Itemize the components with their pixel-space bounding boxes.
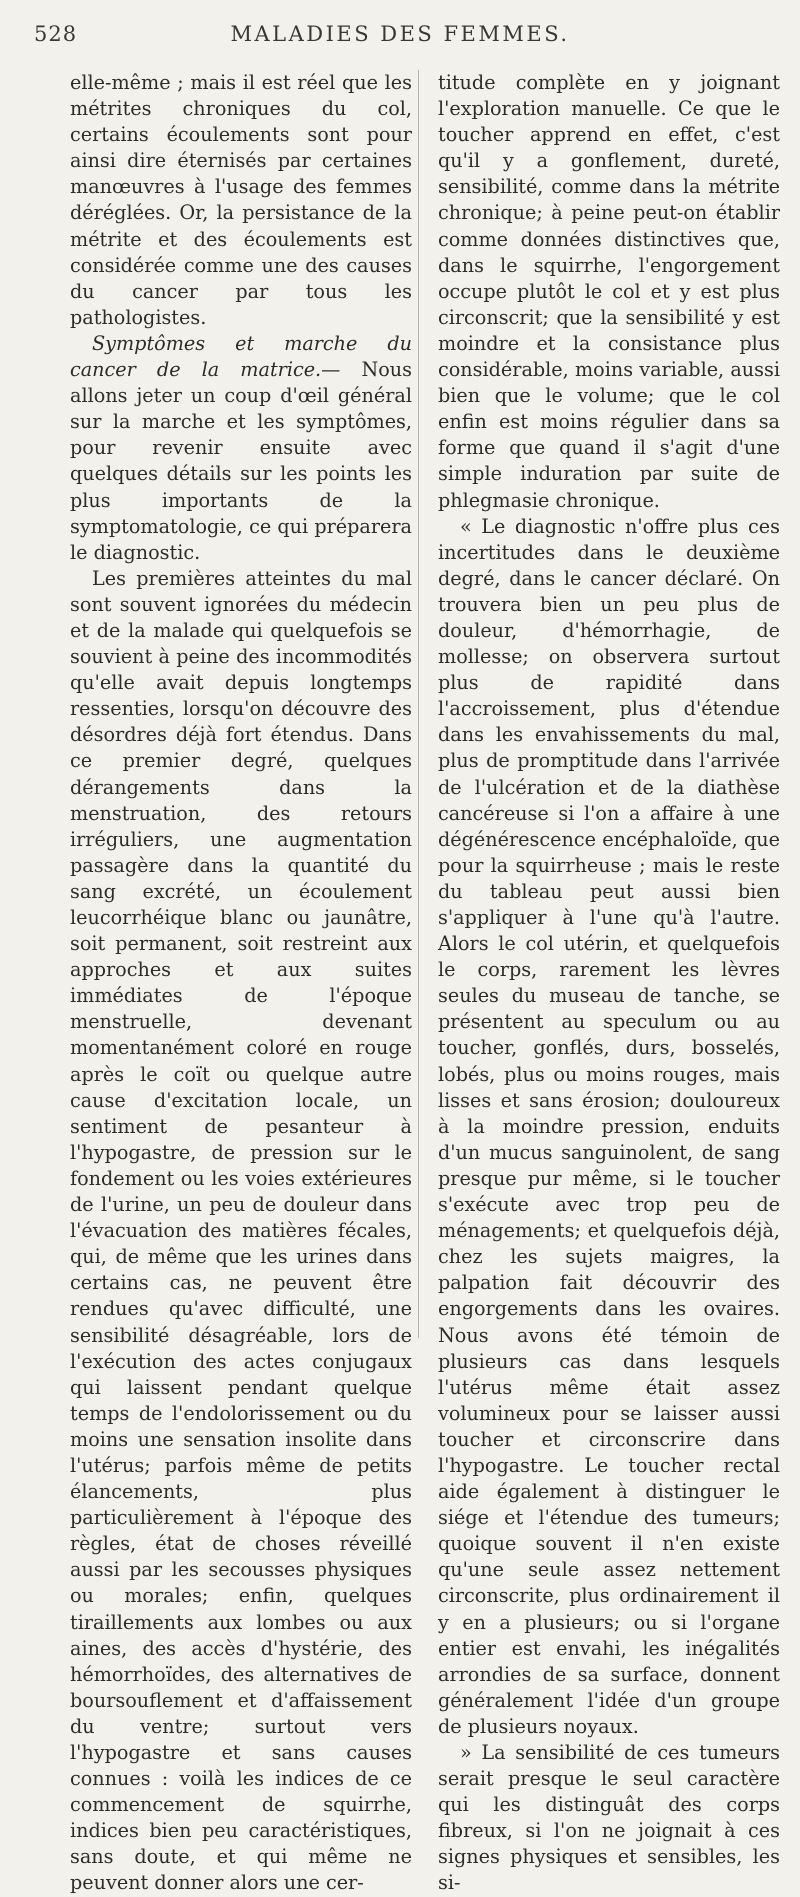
running-title: MALADIES DES FEMMES. xyxy=(230,22,570,46)
section-paragraph xyxy=(70,331,412,566)
paragraph: elle-même ; mais il est réel que les métrites chroniques du col, certains écoulements sont pour ainsi dire éternisés par certaines manœuvres à l'usage des femmes déréglées. Or, la persistance de la métrite et des écoulements est considérée comme une des causes du cancer par tous les pathologistes. xyxy=(70,71,412,329)
paragraph: Les premières atteintes du mal sont souvent ignorées du médecin et de la malade qui quelquefois se souvient à peine des incommodités qu'elle avait depuis longtemps ressenties, lorsqu'on découvre des désordres déjà fort étendus. Dans ce premier degré, quelques dérangements dans la menstruation, des retours irréguliers, une augmentation passagère dans la quantité du sang excrété, un écoulement leucorrhéique blanc ou jaunâtre, soit permanent, soit restreint aux approches et aux suites immédiates de l'époque menstruelle, devenant momentanément coloré en rouge après le coït ou quelque autre cause d'excitation locale, un sentiment de pesanteur à l'hypogastre, de pression sur le fondement ou les voies extérieures de l'urine, un peu de douleur dans l'évacuation des matières fécales, qui, de même que les urines dans certains cas, ne peuvent être rendues qu'avec difficulté, une sensibilité désagréable, lors de l'exécution des actes conjugaux qui laissent pendant quelque temps de l'endolorissement ou du moins une sensation insolite dans l'utérus; parfois même de petits élancements, plus particulièrement à l'époque des règles, état de choses réveillé aussi par les secousses physiques ou morales; enfin, quelques tiraillements aux lombes ou aux aines, des accès d'hystérie, des hémorrhoïdes, des alternatives de boursouflement et d'affaissement du ventre; surtout vers l'hypogastre et sans causes connues : voilà les indices de ce commencement de squirrhe, indices bien peu caractéristiques, sans doute, et qui même ne peuvent donner alors une cer- xyxy=(70,566,412,1895)
left-column xyxy=(70,70,412,1897)
column-divider xyxy=(418,70,419,1338)
section-text: — Nous allons jeter un coup d'œil général sur la marche et les symptômes, pour revenir ensuite avec quelques détails sur les points les plus importants de la symptomatologie, ce qui préparera le diagnostic. xyxy=(70,358,412,564)
page-number: 528 xyxy=(34,22,78,46)
page-header xyxy=(28,22,772,52)
section-heading: Symptômes et marche du cancer de la matrice. xyxy=(70,331,412,382)
right-column xyxy=(438,70,780,1897)
quoted-paragraph: » La sensibilité de ces tumeurs serait presque le seul caractère qui les distinguât des corps fibreux, si l'on ne joignait à ces signes physiques et sensibles, les si- xyxy=(438,1741,780,1895)
quoted-paragraph: « Le diagnostic n'offre plus ces incertitudes dans le deuxième degré, dans le cancer déclaré. On trouvera bien un peu plus de douleur, d'hémorrhagie, de mollesse; on observera surtout plus de rapidité dans l'accroissement, plus d'étendue dans les envahissements du mal, plus de promptitude dans l'arrivée de l'ulcération et de la diathèse cancéreuse si l'on a affaire à une dégénérescence encéphaloïde, que pour la squirrheuse ; mais le reste du tableau peut aussi bien s'appliquer à l'une qu'à l'autre. Alors le col utérin, et quelquefois le corps, rarement les lèvres seules du museau de tanche, se présentent au speculum ou au toucher, gonflés, durs, bosselés, lobés, plus ou moins rouges, mais lisses et sans érosion; douloureux à la moindre pression, enduits d'un mucus sanguinolent, de sang presque pur même, si le toucher s'exécute avec trop peu de ménagements; et quelquefois déjà, chez les sujets maigres, la palpation fait découvrir des engorgements dans les ovaires. Nous avons été témoin de plusieurs cas dans lesquels l'utérus même était assez volumineux pour se laisser aussi toucher et circonscrire dans l'hypogastre. Le toucher rectal aide également à distinguer le siége et l'étendue des tumeurs; quoique souvent il n'en existe qu'une seule assez nettement circonscrite, plus ordinairement il y en a plusieurs; ou si l'organe entier est envahi, les inégalités arrondies de sa surface, donnent généralement l'idée d'un groupe de plusieurs noyaux. xyxy=(438,514,780,1738)
paragraph: titude complète en y joignant l'exploration manuelle. Ce que le toucher apprend en effet, c'est qu'il y a gonflement, dureté, sensibilité, comme dans la métrite chronique; à peine peut-on établir comme données distinctives que, dans le squirrhe, l'engorgement occupe plutôt le col et y est plus circonscrit; que la sensibilité y est moindre et la consistance plus considérable, moins variable, aussi bien que le volume; que le col enfin est moins régulier dans sa forme que quand il s'agit d'une simple induration par suite de phlegmasie chronique. xyxy=(438,71,780,512)
